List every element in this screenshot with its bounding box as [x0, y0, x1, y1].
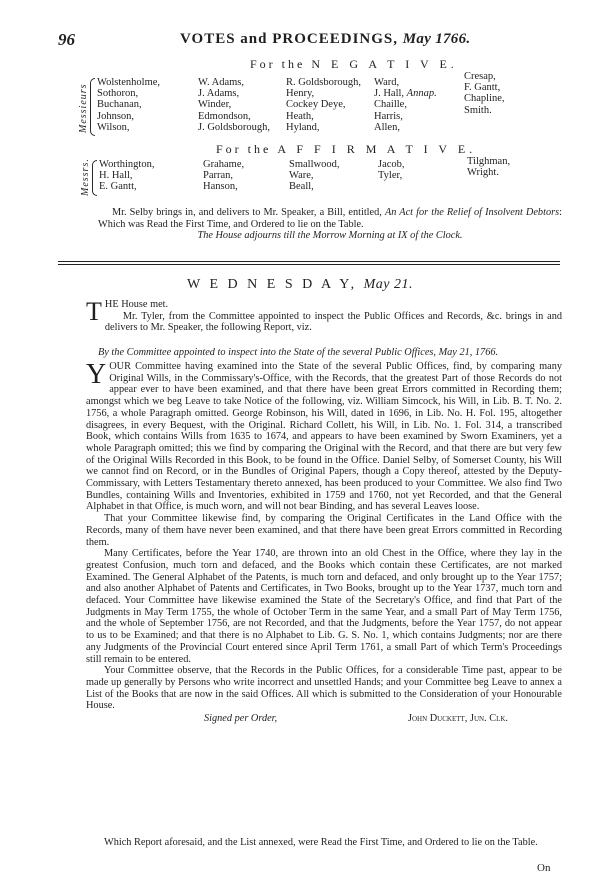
bill-title: An Act for the Relief of Insolvent Debtors	[384, 207, 560, 218]
day-weekday: W E D N E S D A Y,	[187, 277, 358, 292]
negative-brace	[90, 78, 95, 136]
report-paragraph-3: Many Certificates, before the Year 1740, are thrown into an old Chest in the Office, where they lay in the greatest Confusion, much torn and defaced, and the Books which contain these Certificates, are not marked Examined. The General Alphabet of the Patents, is much torn and defaced, and only brought up to the Year 1757; and also another Alphabet of Patents and Certificates, in Two Books, brought up to the Year 1737, much torn and defaced. Your Committee have likewise examined the State of the Secretary's Office, and find that Part of the Judgments in May Term 1755, the whole of October Term in the same Year, and a small Part of May Term 1756, and the whole of September 1756, are not Recorded, and that the Judgments, before the Year 1757, do not appear to us to be Examined; and that there is no Alphabet to Lib. G. S. No. 1, which contains Judgments; nor are there any Judgments of the Provincial Court entered since April Term 1761, a small Part of which Term's Proceedings still remain to be entered.	[86, 548, 562, 665]
catchword: On	[537, 862, 551, 874]
day-heading	[0, 277, 600, 293]
negative-heading-prefix: For the	[250, 57, 306, 71]
voter-name: H. Hall,	[99, 170, 133, 182]
day-date: May 21.	[363, 277, 413, 292]
affirmative-col-1	[99, 159, 154, 193]
affirmative-heading-word: A F F I R M A T I V E.	[277, 142, 477, 156]
voter-name: J. Adams,	[198, 88, 240, 100]
section-rule-upper	[58, 261, 560, 262]
report-dropcap: Y	[86, 359, 107, 390]
affirmative-heading-prefix: For the	[216, 142, 272, 156]
voter-name: Chapline,	[464, 93, 505, 105]
house-met-dropcap: T	[86, 297, 102, 326]
running-title-date: May 1766.	[402, 31, 471, 47]
negative-heading-word: N E G A T I V E.	[311, 57, 458, 71]
page-number: 96	[58, 30, 75, 49]
negative-label: Messieurs	[78, 83, 89, 133]
voter-name: Ward,	[374, 77, 400, 88]
voter-name: Buchanan,	[97, 99, 142, 111]
running-title-main: VOTES and PROCEEDINGS,	[180, 31, 399, 47]
voter-name: E. Gantt,	[99, 181, 137, 193]
voter-name: Allen,	[374, 121, 400, 133]
report-paragraph-2: That your Committee likewise find, by comparing the Original Certificates in the Land Office with the Records, many of them have never been examined, and that there have been great Errors committed in Recording them.	[86, 513, 562, 548]
voter-name: Wilson,	[97, 121, 130, 133]
house-met-first: HE House met.	[104, 299, 169, 310]
voter-name: Tilghman,	[467, 156, 511, 167]
house-met-block	[86, 299, 562, 334]
voter-name: Smith.	[464, 104, 492, 116]
voter-name: Wolstenholme,	[97, 77, 161, 88]
voter-name: Parran,	[203, 170, 234, 182]
voter-name: Harris,	[374, 110, 403, 122]
voter-name: Worthington,	[99, 159, 155, 170]
voter-row-annap	[374, 88, 437, 99]
voter-name: Winder,	[198, 99, 232, 111]
adjournment-notice: The House adjourns till the Morrow Morning at IX of the Clock.	[197, 230, 463, 242]
voter-name: Beall,	[289, 181, 314, 193]
report-paragraph-4: Your Committee observe, that the Records in the Public Offices, for a considerable Time past, appear to be made up generally by Persons who write incorrect and unsettled Hands; and your Committee beg Leave to annex a List of the Books that are now in the said Offices. All which is submitted to the Consideration of your Honourable House.	[86, 665, 562, 712]
annap-abbrev: Annap.	[406, 88, 437, 100]
section-rule-lower	[58, 264, 560, 265]
voter-name: Cockey Deye,	[286, 99, 346, 111]
voter-name: Edmondson,	[198, 110, 251, 122]
selby-bill-text-a: Mr. Selby brings in, and delivers to Mr. Speaker, a Bill, entitled,	[112, 207, 385, 218]
affirmative-col-4	[378, 159, 405, 181]
voter-name: F. Gantt,	[464, 82, 501, 94]
voter-name: J. Goldsborough,	[198, 121, 271, 133]
report-paragraph-1: OUR Committee having examined into the State of the several Public Offices, find, by comparing many Original Wills, in the Commissary's-Office, with the Records, that the greatest Part of those Records do not appear ever to have been examined, and that there have been great Errors committed in Recording them; amongst which we beg Leave to take Notice of the following, viz. William Simcock, his Will, in Lib. B. T. No. 2. 1756, a whole Paragraph omitted. George Robinson, his Will, dated in 1696, in Lib. No. H. Fol. 195, altogether disagrees, in every Bequest, with the Original. Richard Collett, his Will, in Lib. No. 1. Fol. 314, a transcribed Book, which contains Wills from 1635 to 1674, and appears to have been examined by Sworn Examiners, yet a whole Paragraph omitted; this we find by comparing the Original with the Record, and that there are but very few of the Original Wills Recorded in this Book, to be found in the Office. Daniel Selby, of Somerset County, his Will we cannot find on Record, or in the Bundles of Original Papers, though a Copy thereof, attested by the Deputy-Commissary, with Letters Testamentary thereto annexed, has been produced to your Committee. We also find Two Bundles, containing Wills and Inventories, exhibited in 1759 and 1760, not yet Recorded, and that the General Alphabet in that Office, is much worn, and will not bear Binding, and has several Leaves loose.	[86, 361, 562, 513]
signed-per-order: Signed per Order,	[204, 713, 278, 725]
voter-name: W. Adams,	[198, 77, 244, 88]
negative-col-1	[97, 77, 160, 133]
negative-col-2	[198, 77, 270, 133]
voter-name: Grahame,	[203, 159, 245, 170]
signer-name: John Duckett, Jun. Clk.	[408, 713, 508, 725]
negative-col-4	[374, 77, 437, 133]
voter-name: Wright.	[467, 167, 499, 179]
voter-name: Henry,	[286, 88, 315, 100]
voter-name: Chaille,	[374, 99, 407, 111]
negative-heading	[250, 57, 458, 72]
tyler-report-line: Mr. Tyler, from the Committee appointed to inspect the Public Offices and Records, &c. brings in and delivers to Mr. Speaker, the following Report, viz.	[104, 310, 562, 334]
negative-col-3	[286, 77, 361, 133]
affirmative-col-3	[289, 159, 339, 193]
negative-col-5	[464, 71, 505, 116]
voter-name: Johnson,	[97, 110, 135, 122]
voter-name: Tyler,	[378, 170, 403, 182]
voter-name: Hyland,	[286, 121, 320, 133]
voter-name: Cresap,	[464, 71, 496, 82]
affirmative-heading	[216, 142, 476, 157]
running-title	[180, 31, 470, 48]
voter-name: Ware,	[289, 170, 314, 182]
closing-paragraph	[86, 837, 562, 849]
voter-name: Heath,	[286, 110, 314, 122]
selby-bill-paragraph	[98, 207, 562, 242]
voter-name: Sothoron,	[97, 88, 139, 100]
affirmative-col-5	[467, 156, 510, 178]
voter-name: J. Hall,	[374, 88, 405, 100]
closing-text: Which Report aforesaid, and the List annexed, were Read the First Time, and Ordered to lie on the Table.	[104, 837, 538, 848]
report-heading: By the Committee appointed to inspect into the State of the several Public Offices, May 21, 1766.	[98, 347, 499, 358]
voter-name: Smallwood,	[289, 159, 340, 170]
voter-name: R. Goldsborough,	[286, 77, 361, 88]
voter-name: Hanson,	[203, 181, 238, 193]
selby-bill-text-b: : Which was Read the First Time, and Ordered to lie on the Table.	[98, 207, 562, 230]
voter-name: Jacob,	[378, 159, 405, 170]
affirmative-label: Messrs.	[80, 158, 91, 196]
affirmative-col-2	[203, 159, 244, 193]
affirmative-brace	[92, 160, 97, 196]
report-body	[86, 361, 562, 726]
signature-row	[86, 712, 562, 726]
